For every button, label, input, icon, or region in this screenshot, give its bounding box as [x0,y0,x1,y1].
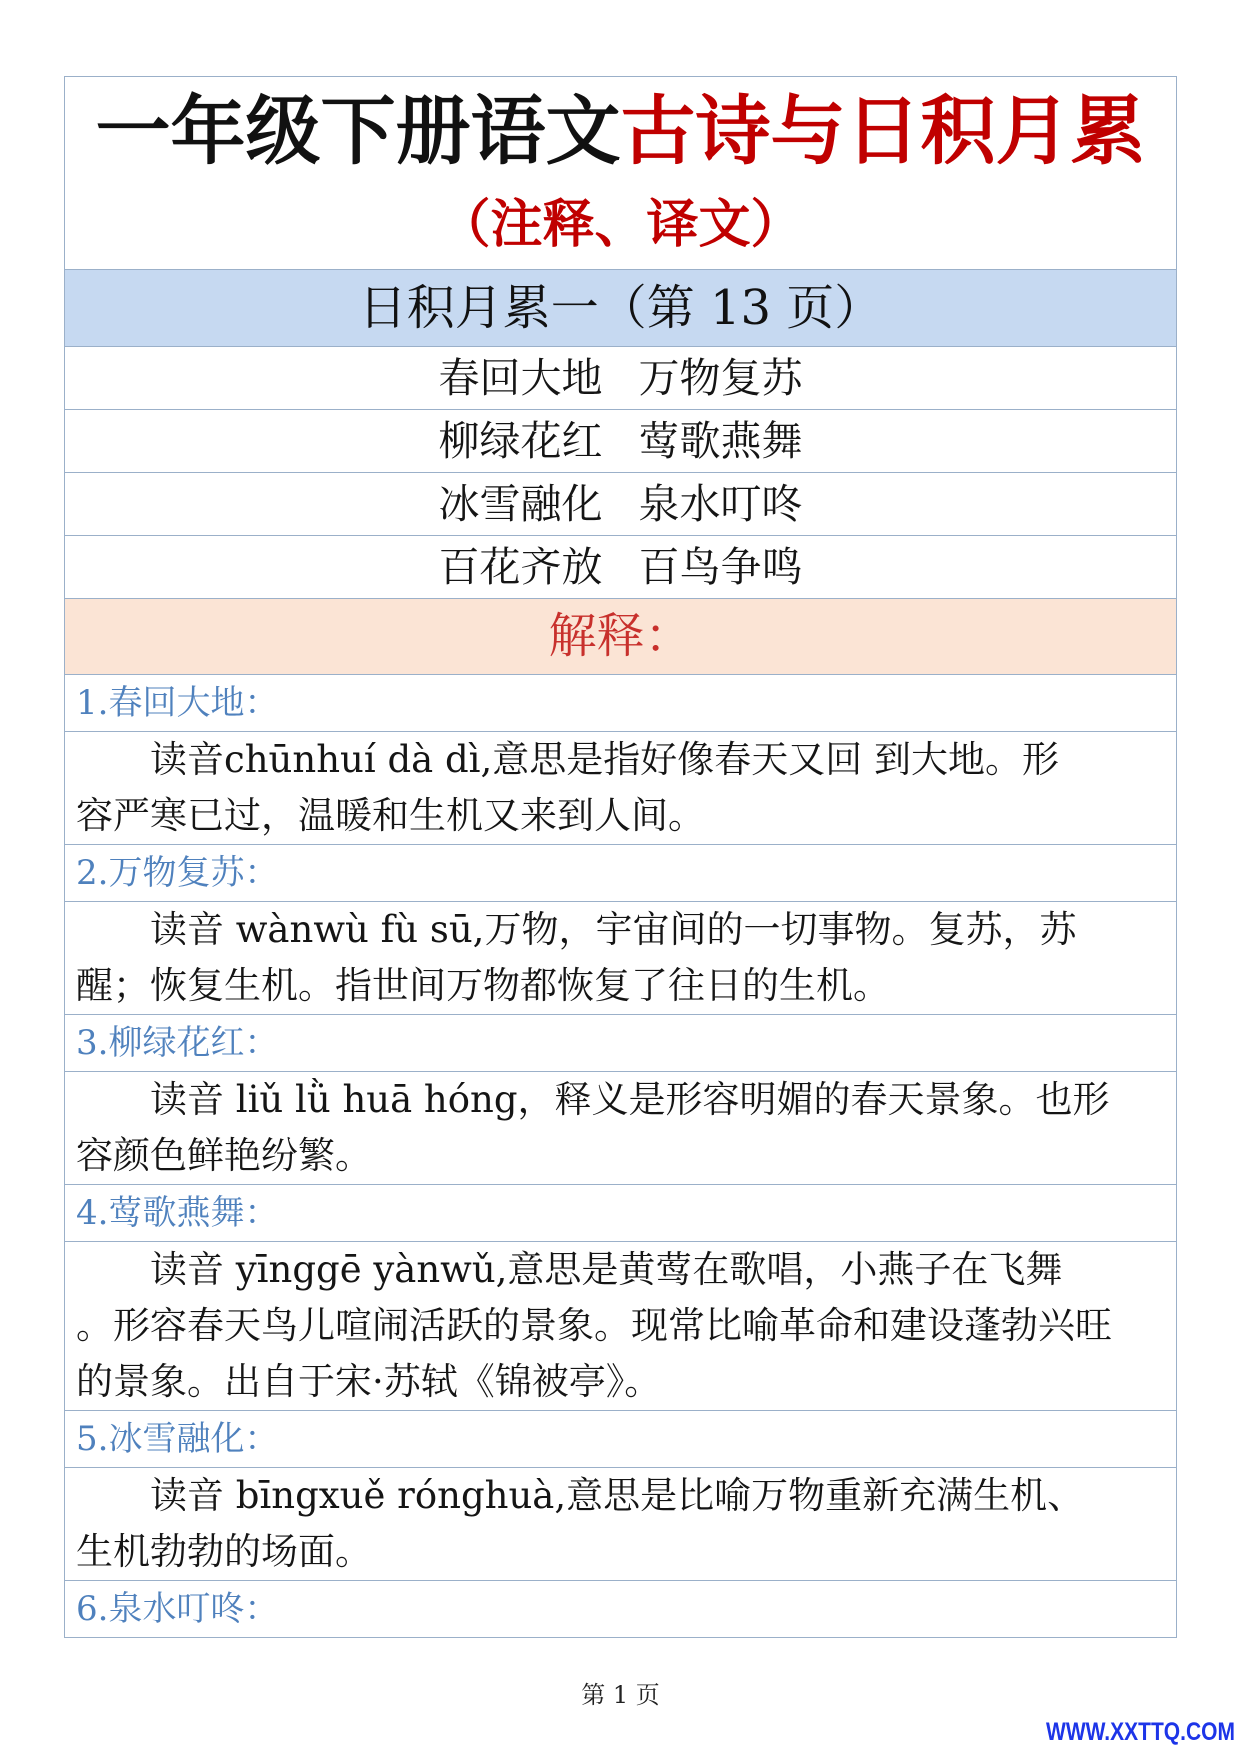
explanation-line: 读音 wànwù fù sū,万物，宇宙间的一切事物。复苏，苏 [150,908,1077,951]
explanation-line: 生机勃勃的场面。 [76,1530,372,1573]
poem-line-2 [65,409,1176,472]
term-heading-3: 3.柳绿花红： [65,1014,1176,1071]
poem-line-4 [65,535,1176,598]
explanation-line: 。形容春天鸟儿喧闹活跃的景象。现常比喻革命和建设蓬勃兴旺 [76,1304,1112,1347]
term-heading-4: 4.莺歌燕舞： [65,1184,1176,1241]
poem-phrase-right: 泉水叮咚 [638,480,803,528]
term-explanation-5 [65,1467,1176,1580]
explanation-line: 读音chūnhuí dà dì,意思是指好像春天又回 到大地。形 [150,738,1060,781]
term-heading-2: 2.万物复苏： [65,844,1176,901]
term-heading-6: 6.泉水叮咚： [65,1580,1176,1637]
explanation-line: 醒；恢复生机。指世间万物都恢复了往日的生机。 [76,964,890,1007]
content-table [64,76,1177,1638]
poem-phrase-left: 柳绿花红 [438,417,603,465]
poem-phrase-left: 冰雪融化 [438,480,603,528]
poem-line-3 [65,472,1176,535]
main-title-red-part: 古诗与日积月累 [620,87,1146,175]
site-watermark: WWW.XXTTQ.COM [1046,1718,1235,1747]
explanation-line: 容颜色鲜艳纷繁。 [76,1134,372,1177]
term-heading-5: 5.冰雪融化： [65,1410,1176,1467]
explanation-heading: 解释： [65,598,1176,674]
term-explanation-3 [65,1071,1176,1184]
explanation-line: 读音 yīnggē yànwǔ,意思是黄莺在歌唱，小燕子在飞舞 [150,1248,1063,1291]
main-title-black-part: 一年级下册语文 [95,87,621,175]
term-explanation-1 [65,731,1176,844]
poem-line-1 [65,346,1176,409]
explanation-line: 容严寒已过，温暖和生机又来到人间。 [76,794,705,837]
section-header: 日积月累一（第 13 页） [65,269,1176,346]
term-heading-1: 1.春回大地： [65,674,1176,731]
explanation-line: 读音 liǔ lǜ huā hóng，释义是形容明媚的春天景象。也形 [150,1078,1110,1121]
page-number: 第 1 页 [581,1681,660,1709]
title-block [65,77,1176,269]
term-explanation-2 [65,901,1176,1014]
subtitle: （注释、译文） [438,195,803,255]
poem-phrase-right: 莺歌燕舞 [638,417,803,465]
main-title [65,77,1176,175]
explanation-line: 读音 bīngxuě rónghuà,意思是比喻万物重新充满生机、 [150,1474,1085,1517]
poem-phrase-right: 万物复苏 [638,354,803,402]
term-explanation-4 [65,1241,1176,1410]
poem-phrase-right: 百鸟争鸣 [638,543,803,591]
poem-phrase-left: 百花齐放 [438,543,603,591]
explanation-line: 的景象。出自于宋·苏轼《锦被亭》。 [76,1360,662,1403]
poem-phrase-left: 春回大地 [438,354,603,402]
